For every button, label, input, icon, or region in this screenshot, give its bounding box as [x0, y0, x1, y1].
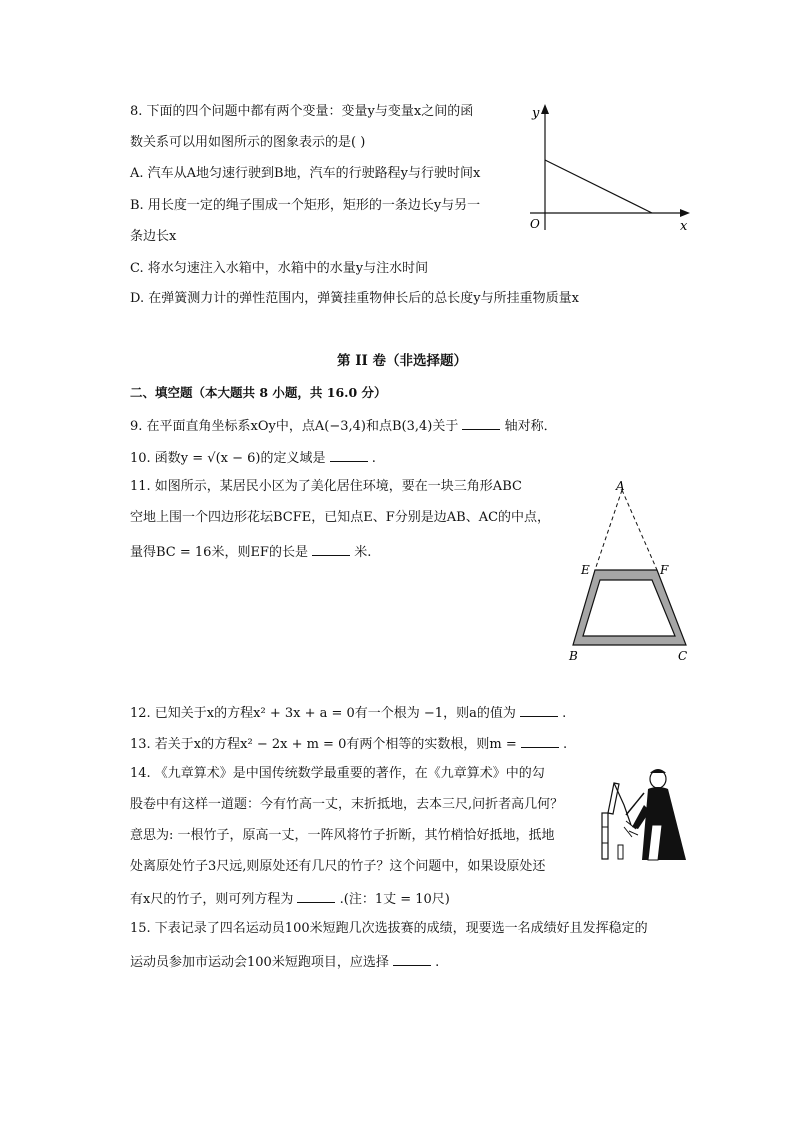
q14-answer-blank[interactable] [297, 888, 335, 903]
q10-tail: . [371, 451, 376, 466]
q11-answer-blank[interactable] [312, 541, 350, 556]
q15-answer-blank[interactable] [393, 951, 431, 966]
y-axis-label: y [532, 106, 540, 121]
q13-tail: . [563, 737, 568, 752]
q15-line2: 运动员参加市运动会100米短跑项目，应选择 [130, 955, 389, 970]
side-af-dashed [622, 490, 657, 570]
q8-line2: 数关系可以用如图所示的图象表示的是( ) [130, 135, 366, 150]
q8-function-graph [520, 100, 700, 240]
q11-line2: 空地上围一个四边形花坛BCFE，已知点E、F分别是边AB、AC的中点， [130, 510, 551, 525]
scholar-bamboo-illustration [596, 765, 696, 865]
q12-answer-blank[interactable] [520, 702, 558, 717]
q9-answer-blank[interactable] [462, 415, 500, 430]
q14-line2: 股卷中有这样一道题：今有竹高一丈，末折抵地，去本三尺,问折者高几何？ [130, 797, 564, 812]
q8-line1: 8. 下面的四个问题中都有两个变量：变量y与变量x之间的函 [130, 104, 474, 119]
q14-line1: 14. 《九章算术》是中国传统数学最重要的著作，在《九章算术》中的勾 [130, 766, 545, 781]
q8-option-a: A. 汽车从A地匀速行驶到B地，汽车的行驶路程y与行驶时间x [130, 166, 481, 181]
q13-text: 13. 若关于x的方程x² − 2x + m = 0有两个相等的实数根，则m = [130, 737, 517, 752]
bamboo-stalk [602, 813, 608, 859]
flower-bed-bcfe [573, 570, 686, 645]
x-axis-arrow [680, 209, 690, 217]
part2-title: 第 II 卷（非选择题） [337, 353, 468, 369]
q13-answer-blank[interactable] [521, 733, 559, 748]
q12-text: 12. 已知关于x的方程x² + 3x + a = 0有一个根为 −1，则a的值为 [130, 706, 516, 721]
side-ae-dashed [595, 490, 622, 570]
vertex-b-label: B [569, 649, 578, 663]
q12 [130, 702, 566, 723]
vertex-a-label: A [616, 479, 625, 493]
q15-line2-wrap [130, 951, 439, 972]
q11-line3: 量得BC = 16米，则EF的长是 [130, 545, 308, 560]
q11-triangle-figure [565, 478, 695, 664]
q14-line4: 处离原处竹子3尺远,则原处还有几尺的竹子？这个问题中，如果设原处还 [130, 859, 546, 874]
q14-line3: 意思为: 一根竹子，原高一丈，一阵风将竹子折断，其竹梢恰好抵地，抵地 [130, 828, 555, 843]
q8-option-b-line1: B. 用长度一定的绳子围成一个矩形，矩形的一条边长y与另一 [130, 198, 481, 213]
q9 [130, 415, 557, 436]
q15-tail: . [435, 955, 440, 970]
section-fill-in-blank: 二、填空题（本大题共 8 小题，共 16.0 分） [130, 385, 387, 400]
q14-tail: .(注：1丈 = 10尺) [339, 892, 450, 907]
q8-option-b-line2: 条边长x [130, 229, 177, 244]
q14-line5-wrap [130, 888, 450, 909]
scholar-robe [642, 787, 686, 860]
q12-tail: . [562, 706, 567, 721]
q9-text: 9. 在平面直角坐标系xOy中，点A(−3,4)和点B(3,4)关于 [130, 419, 459, 434]
q11-line1: 11. 如图所示，某居民小区为了美化居住环境，要在一块三角形ABC [130, 479, 522, 494]
vertex-f-label: F [660, 563, 669, 577]
q15-line1: 15. 下表记录了四名运动员100米短跑几次选拔赛的成绩，现要选一名成绩好且发挥稳定的 [130, 921, 648, 936]
q10 [130, 447, 376, 468]
q8-option-c: C. 将水匀速注入水箱中，水箱中的水量y与注水时间 [130, 261, 429, 276]
q13 [130, 733, 567, 754]
q9-tail: 轴对称． [504, 419, 557, 434]
q11-tail: 米. [354, 545, 372, 560]
q11-line3-wrap [130, 541, 371, 562]
q8-option-d: D. 在弹簧测力计的弹性范围内，弹簧挂重物伸长后的总长度y与所挂重物质量x [130, 291, 579, 306]
vertex-c-label: C [678, 649, 688, 663]
vertex-e-label: E [581, 563, 590, 577]
graph-line [545, 160, 652, 213]
origin-label: O [530, 217, 540, 231]
q10-answer-blank[interactable] [330, 447, 368, 462]
x-axis-label: x [680, 219, 688, 234]
broken-bamboo-top [608, 783, 619, 814]
q10-text: 10. 函数y = √(x − 6)的定义域是 [130, 451, 326, 466]
q14-line5: 有x尺的竹子，则可列方程为 [130, 892, 294, 907]
y-axis-arrow [541, 104, 549, 114]
